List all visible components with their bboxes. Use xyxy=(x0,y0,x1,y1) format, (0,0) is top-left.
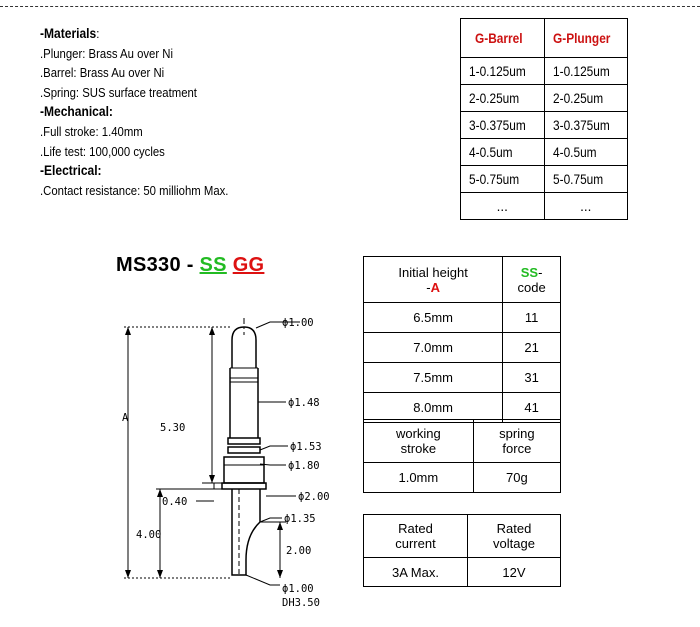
rated-current-value: 3A Max. xyxy=(364,558,468,587)
height-row xyxy=(364,363,561,393)
plating-cell: 3-0.375um xyxy=(461,112,545,139)
height-code-table xyxy=(363,256,561,423)
specifications-block xyxy=(40,24,324,200)
code-cell: 11 xyxy=(503,303,561,333)
spec-life: .Life test: 100,000 cycles xyxy=(40,143,165,159)
rated-voltage-header: Rated voltage xyxy=(467,515,560,558)
plating-cell: 1-0.125um xyxy=(544,58,628,85)
height-row xyxy=(364,393,561,423)
height-header-row xyxy=(364,257,561,303)
dim-barrel-diameter: ϕ1.80 xyxy=(288,460,320,472)
dim-overall-a: A xyxy=(122,412,129,424)
plating-cell: 1-0.125um xyxy=(461,58,545,85)
initial-height-header: Initial height -A xyxy=(364,257,503,303)
dim-flange-diameter: ϕ2.00 xyxy=(298,491,330,503)
spec-stroke: .Full stroke: 1.40mm xyxy=(40,123,143,139)
plating-row xyxy=(461,112,628,139)
plating-cell: 5-0.75um xyxy=(544,166,628,193)
stroke-row xyxy=(364,463,561,493)
force-value: 70g xyxy=(473,463,560,493)
plating-row xyxy=(461,58,628,85)
model-prefix: MS330 - xyxy=(116,254,200,276)
plating-table xyxy=(460,18,628,220)
materials-heading: -Materials xyxy=(40,25,97,41)
plating-cell: 4-0.5um xyxy=(544,139,628,166)
height-cell: 7.5mm xyxy=(364,363,503,393)
spring-force-header: spring force xyxy=(473,420,560,463)
stroke-value: 1.0mm xyxy=(364,463,474,493)
model-ss-code: SS xyxy=(199,254,227,276)
plating-row xyxy=(461,139,628,166)
dim-hole-diameter: DH3.50 xyxy=(282,597,320,609)
dim-4-00: 4.00 xyxy=(136,529,162,541)
plating-header-row xyxy=(461,19,628,58)
g-barrel-header: G-Barrel xyxy=(461,19,545,58)
dim-2-00: 2.00 xyxy=(286,545,312,557)
pogo-pin-drawing xyxy=(120,300,350,620)
model-gg-code: GG xyxy=(232,254,265,276)
plating-cell: 2-0.25um xyxy=(461,85,545,112)
model-title xyxy=(116,254,264,277)
code-cell: 41 xyxy=(503,393,561,423)
top-dashed-divider xyxy=(0,6,700,7)
mechanical-heading: -Mechanical: xyxy=(40,103,113,120)
stroke-force-table xyxy=(363,419,561,493)
rated-voltage-value: 12V xyxy=(467,558,560,587)
rated-row xyxy=(364,558,561,587)
plating-row xyxy=(461,166,628,193)
plating-cell: 2-0.25um xyxy=(544,85,628,112)
rated-header-row xyxy=(364,515,561,558)
ss-code-header: SS- code xyxy=(503,257,561,303)
plating-cell: ... xyxy=(544,193,628,220)
stroke-header-row xyxy=(364,420,561,463)
code-cell: 31 xyxy=(503,363,561,393)
height-cell: 8.0mm xyxy=(364,393,503,423)
g-plunger-header: G-Plunger xyxy=(544,19,628,58)
height-cell: 7.0mm xyxy=(364,333,503,363)
spec-plunger: .Plunger: Brass Au over Ni xyxy=(40,45,174,61)
materials-colon: : xyxy=(96,26,100,41)
plating-cell: ... xyxy=(461,193,545,220)
rated-table xyxy=(363,514,561,587)
code-cell: 21 xyxy=(503,333,561,363)
dim-0-40: 0.40 xyxy=(162,496,188,508)
dim-plunger-diameter: ϕ1.48 xyxy=(288,397,320,409)
spec-resistance: .Contact resistance: 50 milliohm Max. xyxy=(40,182,229,198)
dim-tail-end-diameter: ϕ1.00 xyxy=(282,583,314,595)
rated-current-header: Rated current xyxy=(364,515,468,558)
electrical-heading: -Electrical: xyxy=(40,162,102,179)
dim-tip-diameter: ϕ1.00 xyxy=(282,317,314,329)
plating-cell: 5-0.75um xyxy=(461,166,545,193)
plating-row xyxy=(461,85,628,112)
plating-cell: 4-0.5um xyxy=(461,139,545,166)
height-cell: 6.5mm xyxy=(364,303,503,333)
dim-tail-diameter: ϕ1.35 xyxy=(284,513,316,525)
height-row xyxy=(364,333,561,363)
working-stroke-header: working stroke xyxy=(364,420,474,463)
spec-barrel: .Barrel: Brass Au over Ni xyxy=(40,65,165,81)
plating-row xyxy=(461,193,628,220)
spec-spring: .Spring: SUS surface treatment xyxy=(40,84,197,100)
height-row xyxy=(364,303,561,333)
dim-collar-diameter: ϕ1.53 xyxy=(290,441,322,453)
dim-5-30: 5.30 xyxy=(160,422,186,434)
plating-cell: 3-0.375um xyxy=(544,112,628,139)
